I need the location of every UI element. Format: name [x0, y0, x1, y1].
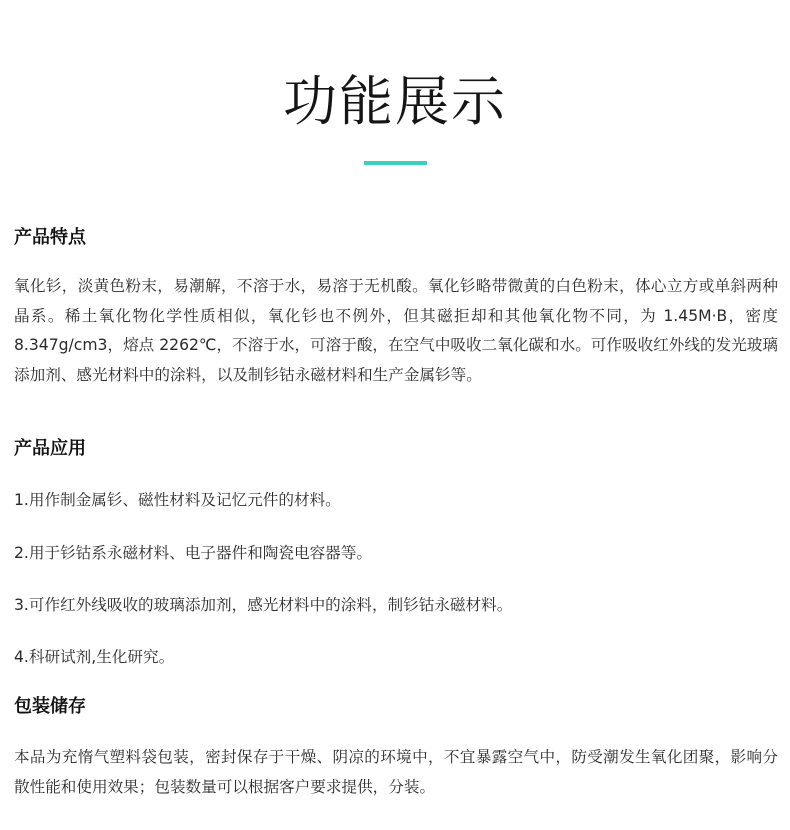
features-heading: 产品特点 [14, 227, 86, 248]
applications-heading: 产品应用 [14, 438, 86, 459]
title-underline [364, 161, 427, 165]
application-item: 2.用于钐钴系永磁材料、电子器件和陶瓷电容器等。 [14, 544, 372, 562]
page-title: 功能展示 [283, 70, 507, 133]
storage-heading: 包装储存 [14, 696, 86, 717]
application-item: 1.用作制金属钐、磁性材料及记忆元件的材料。 [14, 491, 341, 509]
application-item: 4.科研试剂,生化研究。 [14, 648, 175, 666]
application-item: 3.可作红外线吸收的玻璃添加剂，感光材料中的涂料，制钐钴永磁材料。 [14, 596, 513, 614]
storage-paragraph: 本品为充惰气塑料袋包装，密封保存于干燥、阴凉的环境中，不宜暴露空气中，防受潮发生氧化团聚，影响分散性能和使用效果；包装数量可以根据客户要求提供，分装。 [14, 748, 778, 796]
features-paragraph: 氧化钐，淡黄色粉末，易潮解，不溶于水，易溶于无机酸。氧化钐略带微黄的白色粉末，体心立方或单斜两种晶系。稀土氧化物化学性质相似，氧化钐也不例外，但其磁拒却和其他氧化物不同，为 1.45M·B，密度 8.347g/cm3，熔点 2262℃，不溶于水，可溶于酸，在空气中吸收二氧化碳和水。可作吸收红外线的发光玻璃添加剂、感光材料中的涂料，以及制钐钴永磁材料和生产金属钐等。 [14, 277, 778, 384]
